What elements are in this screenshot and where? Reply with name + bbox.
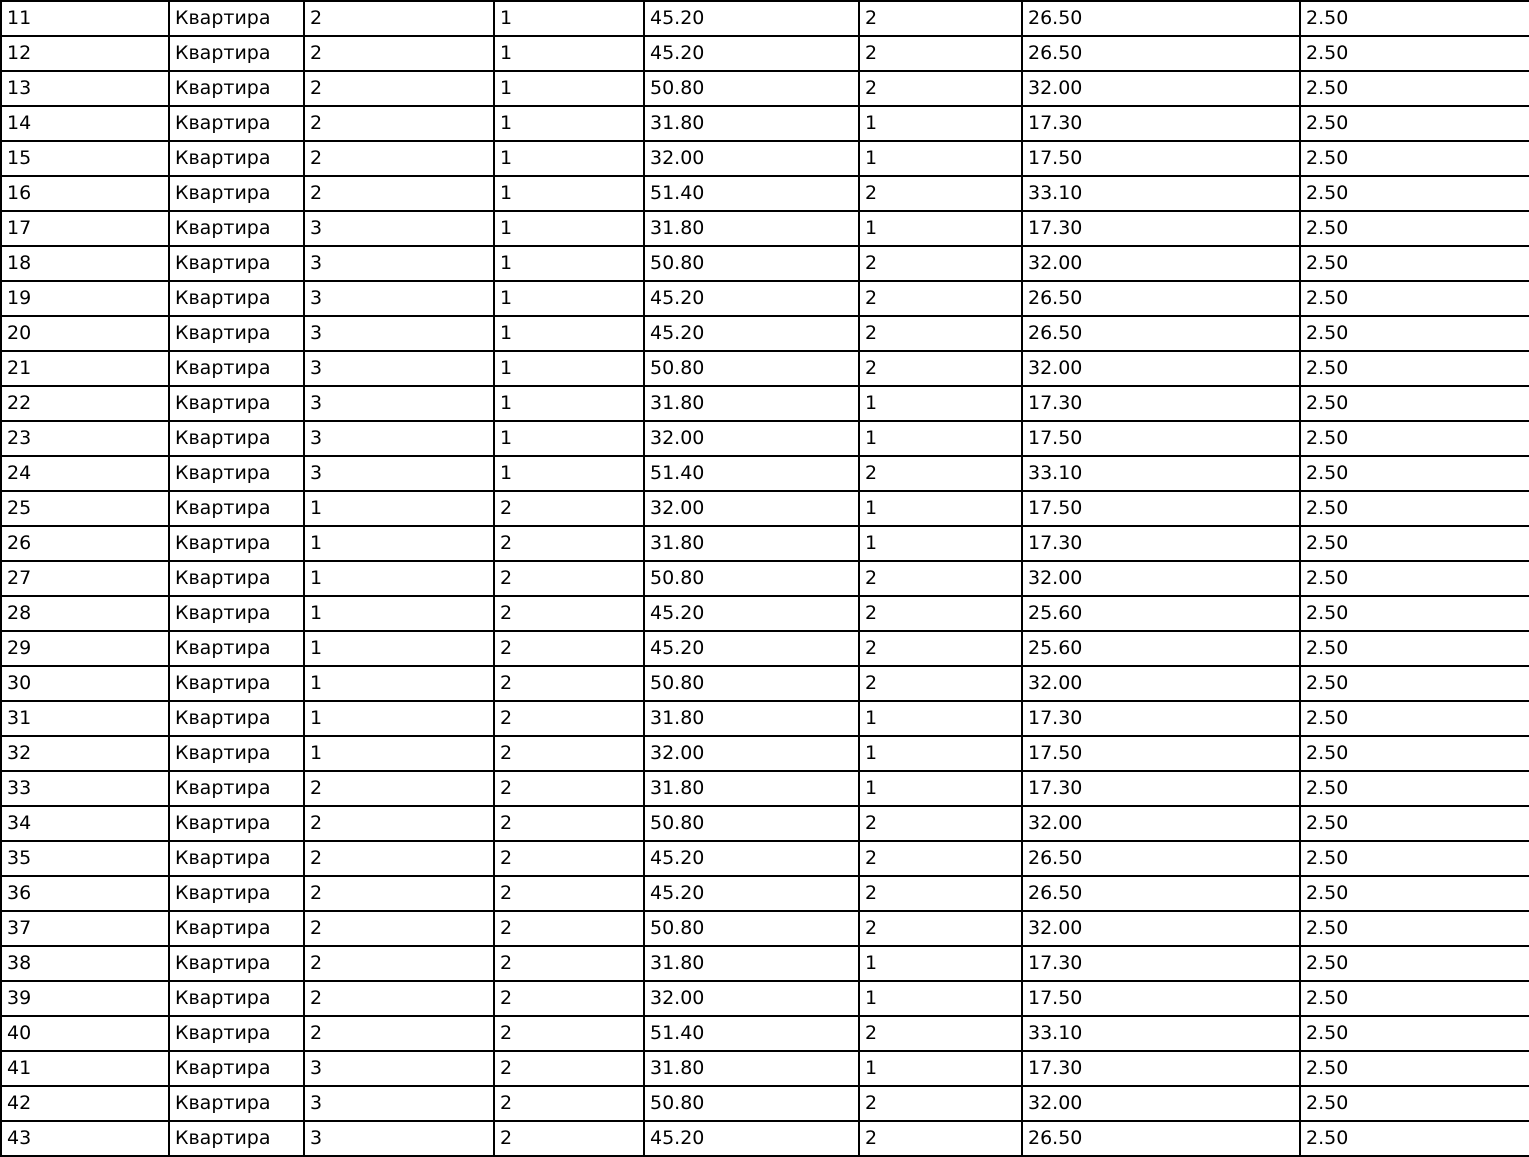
cell-num: 28: [1, 596, 169, 631]
cell-type: Квартира: [169, 631, 304, 666]
cell-area_living: 26.50: [1022, 281, 1300, 316]
cell-num: 17: [1, 211, 169, 246]
cell-area_living: 25.60: [1022, 596, 1300, 631]
cell-floor: 1: [494, 106, 644, 141]
cell-rooms: 1: [859, 106, 1022, 141]
table-row: [1, 316, 1529, 351]
cell-area_total: 50.80: [644, 71, 859, 106]
cell-height: 2.50: [1300, 246, 1529, 281]
cell-floor: 1: [494, 176, 644, 211]
table-row: [1, 351, 1529, 386]
cell-type: Квартира: [169, 666, 304, 701]
cell-floor: 1: [494, 36, 644, 71]
cell-height: 2.50: [1300, 876, 1529, 911]
cell-area_living: 32.00: [1022, 911, 1300, 946]
cell-area_living: 26.50: [1022, 841, 1300, 876]
cell-area_total: 31.80: [644, 946, 859, 981]
cell-section: 3: [304, 316, 494, 351]
cell-section: 3: [304, 351, 494, 386]
cell-height: 2.50: [1300, 526, 1529, 561]
cell-area_total: 50.80: [644, 666, 859, 701]
cell-rooms: 2: [859, 631, 1022, 666]
cell-type: Квартира: [169, 71, 304, 106]
cell-type: Квартира: [169, 981, 304, 1016]
cell-floor: 1: [494, 211, 644, 246]
cell-type: Квартира: [169, 1, 304, 36]
table-row: [1, 736, 1529, 771]
cell-area_living: 26.50: [1022, 36, 1300, 71]
cell-rooms: 2: [859, 1016, 1022, 1051]
cell-area_living: 33.10: [1022, 456, 1300, 491]
cell-num: 13: [1, 71, 169, 106]
table-row: [1, 141, 1529, 176]
cell-height: 2.50: [1300, 911, 1529, 946]
cell-rooms: 1: [859, 526, 1022, 561]
cell-type: Квартира: [169, 211, 304, 246]
cell-num: 34: [1, 806, 169, 841]
table-row: [1, 911, 1529, 946]
cell-height: 2.50: [1300, 1121, 1529, 1156]
cell-rooms: 2: [859, 596, 1022, 631]
table-row: [1, 701, 1529, 736]
cell-section: 2: [304, 876, 494, 911]
cell-floor: 2: [494, 1086, 644, 1121]
cell-section: 1: [304, 561, 494, 596]
cell-area_living: 32.00: [1022, 351, 1300, 386]
cell-type: Квартира: [169, 526, 304, 561]
cell-area_living: 17.30: [1022, 106, 1300, 141]
table-row: [1, 806, 1529, 841]
cell-num: 14: [1, 106, 169, 141]
cell-section: 1: [304, 666, 494, 701]
table-row: [1, 421, 1529, 456]
cell-area_total: 32.00: [644, 491, 859, 526]
cell-num: 25: [1, 491, 169, 526]
cell-height: 2.50: [1300, 106, 1529, 141]
cell-type: Квартира: [169, 456, 304, 491]
cell-area_living: 32.00: [1022, 246, 1300, 281]
cell-area_total: 45.20: [644, 1121, 859, 1156]
cell-area_living: 25.60: [1022, 631, 1300, 666]
table-row: [1, 386, 1529, 421]
cell-type: Квартира: [169, 561, 304, 596]
cell-area_total: 31.80: [644, 211, 859, 246]
cell-section: 1: [304, 491, 494, 526]
cell-rooms: 2: [859, 841, 1022, 876]
cell-area_living: 32.00: [1022, 561, 1300, 596]
cell-num: 19: [1, 281, 169, 316]
table-row: [1, 876, 1529, 911]
cell-area_living: 26.50: [1022, 316, 1300, 351]
cell-rooms: 2: [859, 561, 1022, 596]
cell-height: 2.50: [1300, 981, 1529, 1016]
cell-num: 35: [1, 841, 169, 876]
cell-rooms: 2: [859, 666, 1022, 701]
cell-floor: 1: [494, 421, 644, 456]
cell-num: 43: [1, 1121, 169, 1156]
cell-floor: 2: [494, 596, 644, 631]
cell-floor: 2: [494, 911, 644, 946]
cell-section: 2: [304, 946, 494, 981]
cell-height: 2.50: [1300, 141, 1529, 176]
cell-area_living: 17.30: [1022, 946, 1300, 981]
cell-rooms: 1: [859, 771, 1022, 806]
cell-num: 16: [1, 176, 169, 211]
cell-area_total: 50.80: [644, 351, 859, 386]
cell-floor: 1: [494, 281, 644, 316]
cell-height: 2.50: [1300, 1086, 1529, 1121]
cell-area_living: 33.10: [1022, 176, 1300, 211]
cell-area_total: 31.80: [644, 1051, 859, 1086]
cell-area_total: 31.80: [644, 771, 859, 806]
table-row: [1, 1051, 1529, 1086]
cell-num: 23: [1, 421, 169, 456]
cell-floor: 2: [494, 1051, 644, 1086]
cell-type: Квартира: [169, 316, 304, 351]
table-row: [1, 1016, 1529, 1051]
table-row: [1, 596, 1529, 631]
cell-floor: 2: [494, 1016, 644, 1051]
cell-type: Квартира: [169, 806, 304, 841]
cell-section: 2: [304, 36, 494, 71]
cell-rooms: 1: [859, 386, 1022, 421]
cell-type: Квартира: [169, 1016, 304, 1051]
table-row: [1, 281, 1529, 316]
cell-type: Квартира: [169, 911, 304, 946]
cell-section: 3: [304, 211, 494, 246]
cell-section: 2: [304, 106, 494, 141]
cell-num: 36: [1, 876, 169, 911]
cell-section: 2: [304, 1016, 494, 1051]
table-row: [1, 981, 1529, 1016]
cell-num: 33: [1, 771, 169, 806]
cell-area_total: 50.80: [644, 806, 859, 841]
cell-floor: 2: [494, 526, 644, 561]
cell-rooms: 2: [859, 1121, 1022, 1156]
cell-area_living: 17.50: [1022, 491, 1300, 526]
cell-num: 39: [1, 981, 169, 1016]
cell-floor: 2: [494, 491, 644, 526]
cell-floor: 2: [494, 736, 644, 771]
cell-floor: 1: [494, 141, 644, 176]
cell-height: 2.50: [1300, 701, 1529, 736]
cell-height: 2.50: [1300, 491, 1529, 526]
cell-area_total: 45.20: [644, 876, 859, 911]
cell-type: Квартира: [169, 36, 304, 71]
cell-rooms: 2: [859, 1, 1022, 36]
cell-type: Квартира: [169, 1086, 304, 1121]
table-row: [1, 176, 1529, 211]
table-row: [1, 1, 1529, 36]
table-row: [1, 1121, 1529, 1156]
cell-area_living: 17.30: [1022, 526, 1300, 561]
cell-area_total: 32.00: [644, 981, 859, 1016]
cell-type: Квартира: [169, 141, 304, 176]
cell-area_total: 31.80: [644, 526, 859, 561]
cell-height: 2.50: [1300, 281, 1529, 316]
cell-section: 1: [304, 631, 494, 666]
cell-floor: 2: [494, 981, 644, 1016]
cell-section: 3: [304, 456, 494, 491]
cell-area_living: 17.30: [1022, 701, 1300, 736]
cell-floor: 2: [494, 666, 644, 701]
cell-height: 2.50: [1300, 211, 1529, 246]
cell-num: 29: [1, 631, 169, 666]
cell-floor: 1: [494, 1, 644, 36]
cell-area_total: 50.80: [644, 911, 859, 946]
cell-area_living: 26.50: [1022, 876, 1300, 911]
cell-type: Квартира: [169, 841, 304, 876]
cell-rooms: 2: [859, 281, 1022, 316]
cell-section: 3: [304, 281, 494, 316]
cell-height: 2.50: [1300, 1, 1529, 36]
cell-rooms: 2: [859, 911, 1022, 946]
cell-rooms: 2: [859, 71, 1022, 106]
table-body: [1, 1, 1529, 1156]
cell-type: Квартира: [169, 736, 304, 771]
cell-floor: 2: [494, 876, 644, 911]
cell-rooms: 1: [859, 981, 1022, 1016]
cell-type: Квартира: [169, 491, 304, 526]
cell-rooms: 2: [859, 351, 1022, 386]
cell-area_living: 26.50: [1022, 1121, 1300, 1156]
cell-height: 2.50: [1300, 666, 1529, 701]
cell-rooms: 2: [859, 876, 1022, 911]
cell-floor: 2: [494, 771, 644, 806]
cell-floor: 1: [494, 71, 644, 106]
cell-height: 2.50: [1300, 806, 1529, 841]
cell-section: 2: [304, 141, 494, 176]
cell-area_total: 45.20: [644, 841, 859, 876]
cell-area_total: 32.00: [644, 141, 859, 176]
cell-height: 2.50: [1300, 841, 1529, 876]
cell-height: 2.50: [1300, 351, 1529, 386]
cell-floor: 1: [494, 456, 644, 491]
table-row: [1, 561, 1529, 596]
cell-section: 2: [304, 771, 494, 806]
cell-area_living: 17.50: [1022, 141, 1300, 176]
cell-area_living: 17.50: [1022, 736, 1300, 771]
cell-area_total: 51.40: [644, 176, 859, 211]
cell-rooms: 1: [859, 736, 1022, 771]
cell-rooms: 1: [859, 946, 1022, 981]
cell-section: 3: [304, 1121, 494, 1156]
cell-floor: 2: [494, 561, 644, 596]
cell-floor: 2: [494, 841, 644, 876]
cell-area_total: 45.20: [644, 316, 859, 351]
cell-type: Квартира: [169, 876, 304, 911]
cell-height: 2.50: [1300, 736, 1529, 771]
cell-area_total: 45.20: [644, 36, 859, 71]
cell-num: 26: [1, 526, 169, 561]
cell-rooms: 1: [859, 1051, 1022, 1086]
cell-area_total: 51.40: [644, 1016, 859, 1051]
cell-rooms: 2: [859, 1086, 1022, 1121]
cell-rooms: 2: [859, 316, 1022, 351]
cell-area_total: 31.80: [644, 701, 859, 736]
cell-floor: 2: [494, 701, 644, 736]
table-row: [1, 666, 1529, 701]
cell-type: Квартира: [169, 1121, 304, 1156]
cell-num: 20: [1, 316, 169, 351]
cell-num: 12: [1, 36, 169, 71]
cell-area_total: 45.20: [644, 596, 859, 631]
cell-num: 37: [1, 911, 169, 946]
cell-height: 2.50: [1300, 1051, 1529, 1086]
cell-num: 11: [1, 1, 169, 36]
cell-area_living: 17.50: [1022, 981, 1300, 1016]
cell-type: Квартира: [169, 246, 304, 281]
cell-type: Квартира: [169, 596, 304, 631]
cell-floor: 2: [494, 946, 644, 981]
cell-section: 2: [304, 1, 494, 36]
cell-rooms: 1: [859, 421, 1022, 456]
table-row: [1, 36, 1529, 71]
cell-type: Квартира: [169, 386, 304, 421]
cell-height: 2.50: [1300, 946, 1529, 981]
cell-rooms: 2: [859, 36, 1022, 71]
cell-type: Квартира: [169, 771, 304, 806]
cell-num: 30: [1, 666, 169, 701]
cell-floor: 1: [494, 246, 644, 281]
cell-rooms: 2: [859, 176, 1022, 211]
cell-area_total: 50.80: [644, 1086, 859, 1121]
table-row: [1, 491, 1529, 526]
cell-section: 3: [304, 386, 494, 421]
cell-area_total: 50.80: [644, 246, 859, 281]
cell-num: 22: [1, 386, 169, 421]
cell-num: 31: [1, 701, 169, 736]
cell-rooms: 1: [859, 701, 1022, 736]
cell-floor: 1: [494, 316, 644, 351]
cell-area_living: 17.30: [1022, 386, 1300, 421]
cell-section: 1: [304, 701, 494, 736]
cell-type: Квартира: [169, 351, 304, 386]
cell-height: 2.50: [1300, 36, 1529, 71]
cell-num: 27: [1, 561, 169, 596]
table-row: [1, 771, 1529, 806]
cell-section: 2: [304, 806, 494, 841]
cell-area_total: 45.20: [644, 281, 859, 316]
table-row: [1, 211, 1529, 246]
cell-area_total: 50.80: [644, 561, 859, 596]
cell-height: 2.50: [1300, 596, 1529, 631]
cell-height: 2.50: [1300, 1016, 1529, 1051]
cell-area_living: 17.30: [1022, 211, 1300, 246]
cell-type: Квартира: [169, 106, 304, 141]
cell-num: 18: [1, 246, 169, 281]
cell-section: 2: [304, 176, 494, 211]
cell-type: Квартира: [169, 421, 304, 456]
cell-num: 41: [1, 1051, 169, 1086]
cell-num: 42: [1, 1086, 169, 1121]
cell-area_living: 32.00: [1022, 71, 1300, 106]
cell-type: Квартира: [169, 1051, 304, 1086]
cell-area_living: 17.30: [1022, 1051, 1300, 1086]
cell-section: 3: [304, 421, 494, 456]
cell-section: 2: [304, 981, 494, 1016]
cell-floor: 1: [494, 386, 644, 421]
cell-rooms: 1: [859, 491, 1022, 526]
table-row: [1, 71, 1529, 106]
cell-area_total: 45.20: [644, 631, 859, 666]
cell-floor: 2: [494, 806, 644, 841]
cell-section: 1: [304, 596, 494, 631]
table-row: [1, 946, 1529, 981]
cell-section: 3: [304, 1051, 494, 1086]
cell-num: 24: [1, 456, 169, 491]
cell-type: Квартира: [169, 701, 304, 736]
cell-num: 40: [1, 1016, 169, 1051]
cell-height: 2.50: [1300, 386, 1529, 421]
cell-area_total: 31.80: [644, 106, 859, 141]
cell-height: 2.50: [1300, 456, 1529, 491]
cell-area_living: 17.30: [1022, 771, 1300, 806]
cell-type: Квартира: [169, 281, 304, 316]
cell-height: 2.50: [1300, 421, 1529, 456]
table-row: [1, 526, 1529, 561]
cell-area_living: 32.00: [1022, 806, 1300, 841]
cell-num: 21: [1, 351, 169, 386]
cell-area_total: 31.80: [644, 386, 859, 421]
cell-height: 2.50: [1300, 316, 1529, 351]
cell-rooms: 1: [859, 141, 1022, 176]
table-row: [1, 106, 1529, 141]
cell-num: 38: [1, 946, 169, 981]
cell-section: 3: [304, 1086, 494, 1121]
table-row: [1, 456, 1529, 491]
cell-height: 2.50: [1300, 561, 1529, 596]
cell-height: 2.50: [1300, 176, 1529, 211]
table-row: [1, 841, 1529, 876]
table-row: [1, 1086, 1529, 1121]
cell-height: 2.50: [1300, 631, 1529, 666]
cell-rooms: 1: [859, 211, 1022, 246]
cell-rooms: 2: [859, 806, 1022, 841]
cell-section: 3: [304, 246, 494, 281]
cell-section: 2: [304, 911, 494, 946]
cell-section: 2: [304, 841, 494, 876]
cell-area_living: 32.00: [1022, 1086, 1300, 1121]
cell-area_total: 45.20: [644, 1, 859, 36]
cell-area_total: 32.00: [644, 736, 859, 771]
cell-type: Квартира: [169, 946, 304, 981]
cell-height: 2.50: [1300, 71, 1529, 106]
cell-area_total: 51.40: [644, 456, 859, 491]
cell-num: 15: [1, 141, 169, 176]
cell-floor: 2: [494, 1121, 644, 1156]
cell-rooms: 2: [859, 456, 1022, 491]
cell-area_living: 26.50: [1022, 1, 1300, 36]
cell-type: Квартира: [169, 176, 304, 211]
cell-area_living: 32.00: [1022, 666, 1300, 701]
cell-section: 1: [304, 526, 494, 561]
cell-section: 1: [304, 736, 494, 771]
cell-area_total: 32.00: [644, 421, 859, 456]
cell-area_living: 33.10: [1022, 1016, 1300, 1051]
cell-floor: 1: [494, 351, 644, 386]
cell-section: 2: [304, 71, 494, 106]
cell-rooms: 2: [859, 246, 1022, 281]
cell-num: 32: [1, 736, 169, 771]
cell-height: 2.50: [1300, 771, 1529, 806]
table-row: [1, 631, 1529, 666]
cell-area_living: 17.50: [1022, 421, 1300, 456]
cell-floor: 2: [494, 631, 644, 666]
table-row: [1, 246, 1529, 281]
